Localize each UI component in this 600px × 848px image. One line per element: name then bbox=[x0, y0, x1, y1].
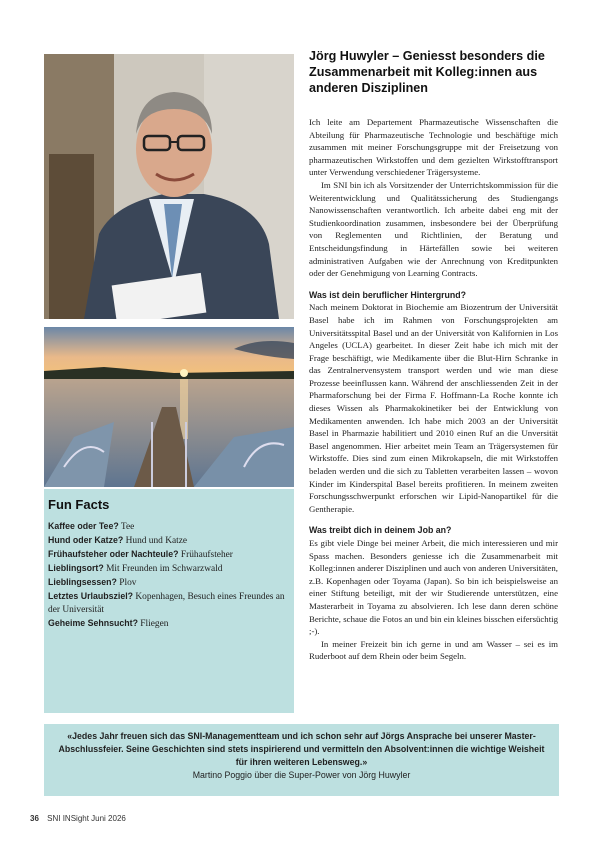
publication-name: SNI INSight Juni 2026 bbox=[47, 814, 126, 823]
fun-facts-title: Fun Facts bbox=[48, 497, 110, 512]
question-heading: Was ist dein beruflicher Hintergrund? bbox=[309, 289, 467, 300]
fun-facts-box bbox=[44, 489, 294, 713]
fun-fact-item: Geheime Sehnsucht? Fliegen bbox=[48, 618, 169, 629]
portrait-photo bbox=[44, 54, 294, 319]
article-paragraph: Im SNI bin ich als Vorsitzender der Unterrichtskommission für die Weiterentwicklung und Qualitätssicherung des Studiengangs Nanowissenschaften verantwortlich. Ich arbeite dabei eng mit der Studienkoordination zusammen, insbesondere bei der Überprüfung von Reglementen und Richtlinien, der Beratung und Entscheidungsfindung in Härtefällen sowie bei weiteren administrativen Aufgaben wie der Anrechnung von Kreditpunkten oder der Genehmigung von Learning Contracts. bbox=[309, 179, 558, 279]
fun-fact-item: Lieblingsort? Mit Freunden im Schwarzwald bbox=[48, 563, 223, 574]
quote-author: Martino Poggio über die Super-Power von Jörg Huwyler bbox=[192, 770, 411, 780]
article-paragraph: Es gibt viele Dinge bei meiner Arbeit, die mich interessieren und mir Spass machen. Besonders geniesse ich die Zusammenarbeit mit Kolleg:innen anderer Disziplinen und auch von anderen Universitäten, z.B. Kopenhagen oder Toyama (Japan). So bin ich beispielsweise an einer Stiftung beteiligt, mit der wir Studierende unterstützen, eine Masterarbeit in Toyama zu absolvieren. Ich lese dann deren schöne Berichte, schaue die Fotos an und bin ein kleines bisschen eifersüchtig ;-). bbox=[309, 538, 558, 637]
article-paragraph: Ich leite am Departement Pharmazeutische Wissenschaften die Abteilung für Pharmazeutische Technologie und beschäftige mich zusammen mit meiner Forschungsgruppe mit der Freisetzung von pharmazeutischen Wirkstoffen und dem gezielten Wirkstofftransport unter Verwendung verschiedener Trägersysteme. bbox=[309, 117, 558, 178]
fun-fact-item: Hund oder Katze? Hund und Katze bbox=[48, 535, 188, 546]
lake-sunset-photo bbox=[44, 327, 294, 487]
article-column bbox=[309, 48, 558, 663]
fun-fact-item: Frühaufsteher oder Nachteule? Frühaufsteher bbox=[48, 549, 233, 560]
quote-text: «Jedes Jahr freuen sich das SNI-Managementteam und ich schon sehr auf Jörgs Ansprache bei unserer Master-Abschlussfeier. Seine Geschichten sind stets inspirierend und vermitteln den Absolvent:innen die wichtige Weisheit für ihren weiteren Lebensweg.» bbox=[58, 731, 545, 767]
question-heading: Was treibt dich in deinem Job an? bbox=[309, 525, 452, 536]
quote-box bbox=[44, 724, 559, 796]
page-footer bbox=[30, 814, 126, 823]
page-number: 36 bbox=[30, 814, 39, 823]
article-paragraph: Nach meinem Doktorat in Biochemie am Biozentrum der Universität Basel habe ich im Rahmen von Forschungsprojekten am Universitätsspital Basel und an der Universität von Kalifornien in Los Angeles (UCLA) gearbeitet. In dieser Zeit habe ich mich mit der Frage beschäftigt, wie Medikamente über die Blut-Hirn Schranke in das Zentralnervensystem transport werden und wie man diese Prozesse beeinflussen kann. Während der anschliessenden Zeit in der Pharmaforschung bei der Firma F. Hoffmann-La Roche konnte ich dieses Wissen als Pharmakokinetiker bei der Entwicklung von Medikamenten anwenden. Ich habe mich 2003 an der Universität Basel in Pharmazie habilitiert und 2010 einen Ruf an die Unversität Basel angenommen. Hier arbeitet mein Team an Trägersystemen für Wirkstoffe. Dies sind zum einen Mikrokapseln, die mit Wirkstoffen beladen werden und die sich zu Tabletten verarbeiten lassen – wovon Kinder im Kinderspital Basel bereits profitieren. In meinem zweiten Forschungsschwerpunkt erforschen wir Lipid-Nanopartikel für die Gentherapie. bbox=[309, 302, 558, 514]
article-title: Jörg Huwyler – Geniesst besonders die Zusammenarbeit mit Kolleg:innen aus anderen Disziplinen bbox=[309, 49, 545, 95]
fun-fact-item: Lieblingsessen? Plov bbox=[48, 577, 137, 588]
article-paragraph: In meiner Freizeit bin ich gerne in und am Wasser – sei es im Ruderboot auf dem Rhein oder beim Segeln. bbox=[309, 638, 558, 662]
fun-fact-item: Letztes Urlaubsziel? Kopenhagen, Besuch eines Freundes an der Universität bbox=[48, 591, 285, 615]
fun-fact-item: Kaffee oder Tee? Tee bbox=[48, 521, 135, 532]
